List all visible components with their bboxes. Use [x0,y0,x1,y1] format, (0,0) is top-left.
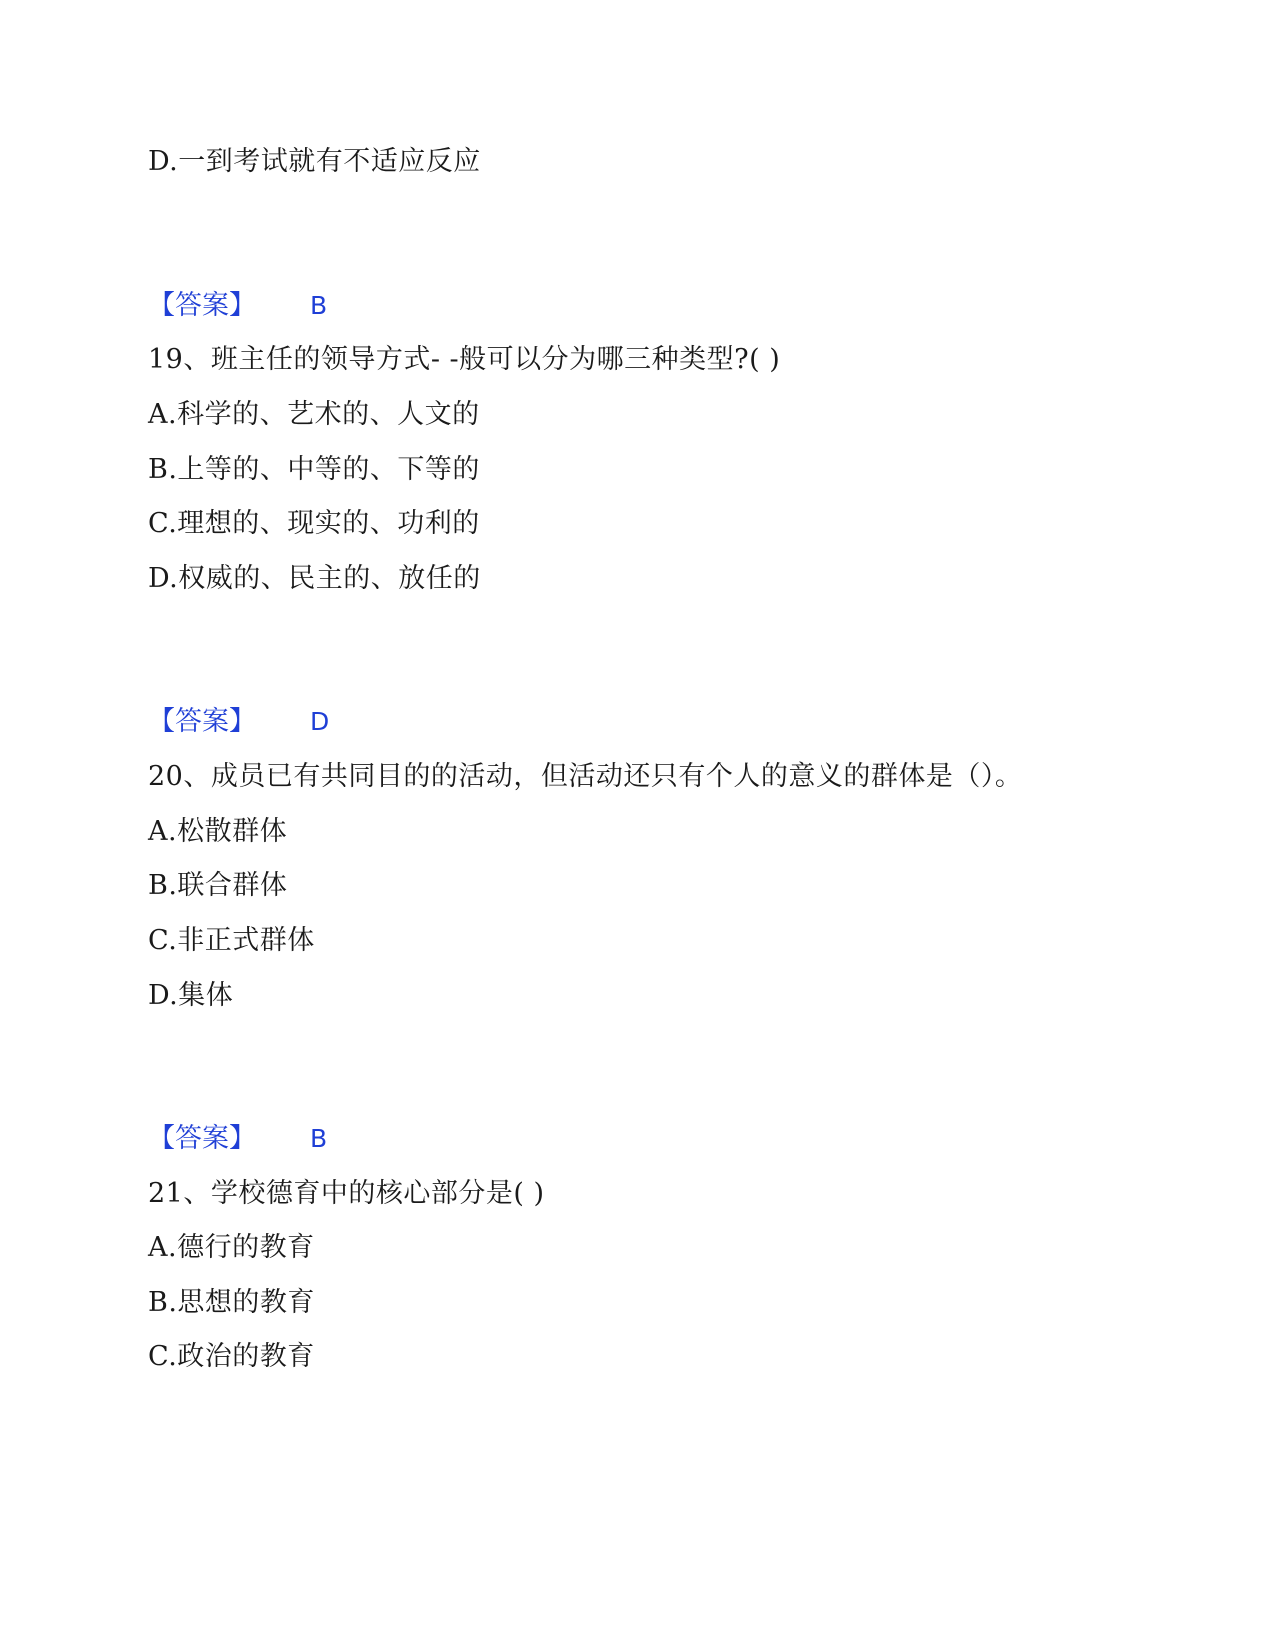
answer-value: B [310,291,328,320]
question-19-stem: 19、班主任的领导方式- -般可以分为哪三种类型?( ) [148,344,781,375]
q20-option-a: A.松散群体 [148,816,288,847]
answer-label: 【答案】 [148,290,256,321]
q19-option-c: C.理想的、现实的、功利的 [148,508,480,539]
question-20-stem: 20、成员已有共同目的的活动，但活动还只有个人的意义的群体是（）。 [148,761,1023,792]
q19-option-a: A.科学的、艺术的、人文的 [148,399,480,430]
q20-answer [148,1119,327,1159]
answer-value: B [310,1124,328,1153]
q20-option-b: B.联合群体 [148,870,288,901]
q19-option-d: D.权威的、民主的、放任的 [148,563,481,594]
q21-option-c: C.政治的教育 [148,1341,315,1372]
q21-option-b: B.思想的教育 [148,1287,315,1318]
q20-option-d: D.集体 [148,980,234,1011]
answer-value: D [310,707,330,736]
q19-option-b: B.上等的、中等的、下等的 [148,454,480,485]
prev-option-d: D.一到考试就有不适应反应 [148,146,481,177]
question-21-stem: 21、学校德育中的核心部分是( ) [148,1178,545,1209]
prev-answer [148,286,327,326]
q19-answer [148,702,329,742]
q20-option-c: C.非正式群体 [148,925,315,956]
answer-label: 【答案】 [148,706,256,737]
q21-option-a: A.德行的教育 [148,1232,315,1263]
answer-label: 【答案】 [148,1123,256,1154]
